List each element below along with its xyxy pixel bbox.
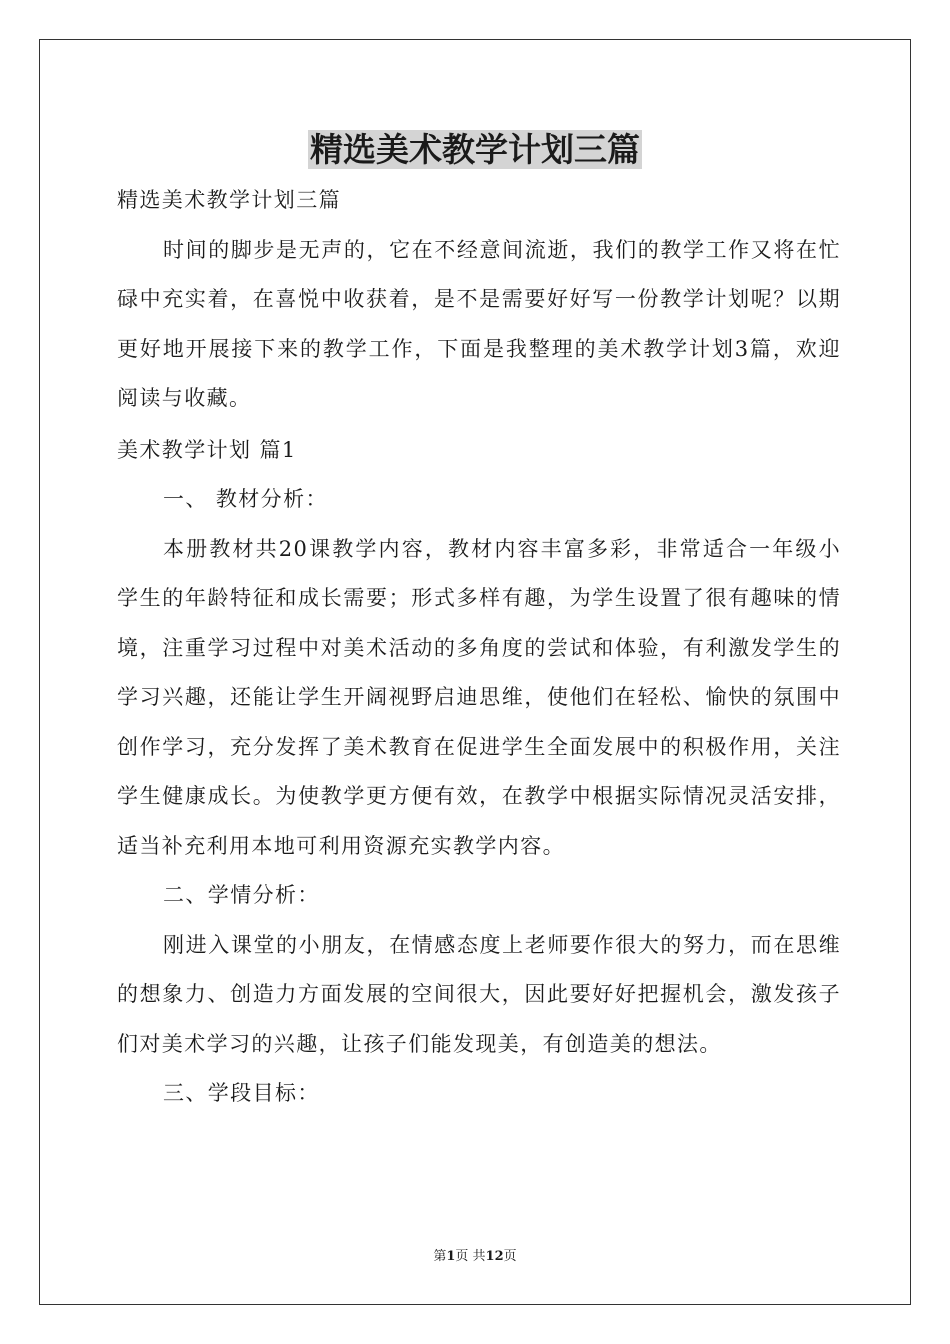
footer-page-total: 12 xyxy=(485,1249,504,1264)
section-heading-1: 美术教学计划 篇1 xyxy=(117,437,297,462)
student-analysis-paragraph: 刚进入课堂的小朋友，在情感态度上老师要作很大的努力，而在思维的想象力、创造力方面发展的空间很大，因此要好好把握机会，激发孩子们对美术学习的兴趣，让孩子们能发现美，有创造美的想法。 xyxy=(117,932,841,1056)
subsection-heading-stage-goals: 三、学段目标： xyxy=(163,1081,320,1105)
intro-paragraph: 时间的脚步是无声的，它在不经意间流逝，我们的教学工作又将在忙碌中充实着，在喜悦中收获着，是不是需要好好写一份教学计划呢？以期更好地开展接下来的教学工作，下面是我整理的美术教学计划3篇，欢迎阅读与收藏。 xyxy=(117,237,841,410)
subsection-heading-textbook-analysis: 一、 教材分析： xyxy=(163,487,328,511)
document-body xyxy=(117,176,841,1119)
footer-page-suffix: 页 xyxy=(503,1249,517,1264)
footer-page-current: 1 xyxy=(446,1249,456,1264)
document-title-text: 精选美术教学计划三篇 xyxy=(310,130,640,169)
document-subtitle: 精选美术教学计划三篇 xyxy=(117,188,341,212)
page-footer xyxy=(0,1248,950,1266)
footer-page-prefix: 第 xyxy=(433,1249,447,1264)
footer-page-mid: 页 共 xyxy=(455,1249,486,1264)
document-title xyxy=(0,128,950,172)
subsection-heading-student-analysis: 二、学情分析： xyxy=(163,883,320,907)
textbook-analysis-paragraph: 本册教材共20课教学内容，教材内容丰富多彩，非常适合一年级小学生的年龄特征和成长需要；形式多样有趣，为学生设置了很有趣味的情境，注重学习过程中对美术活动的多角度的尝试和体验，有利激发学生的学习兴趣，还能让学生开阔视野启迪思维，使他们在轻松、愉快的氛围中创作学习，充分发挥了美术教育在促进学生全面发展中的积极作用，关注学生健康成长。为使教学更方便有效，在教学中根据实际情况灵活安排，适当补充利用本地可利用资源充实教学内容。 xyxy=(117,536,841,858)
